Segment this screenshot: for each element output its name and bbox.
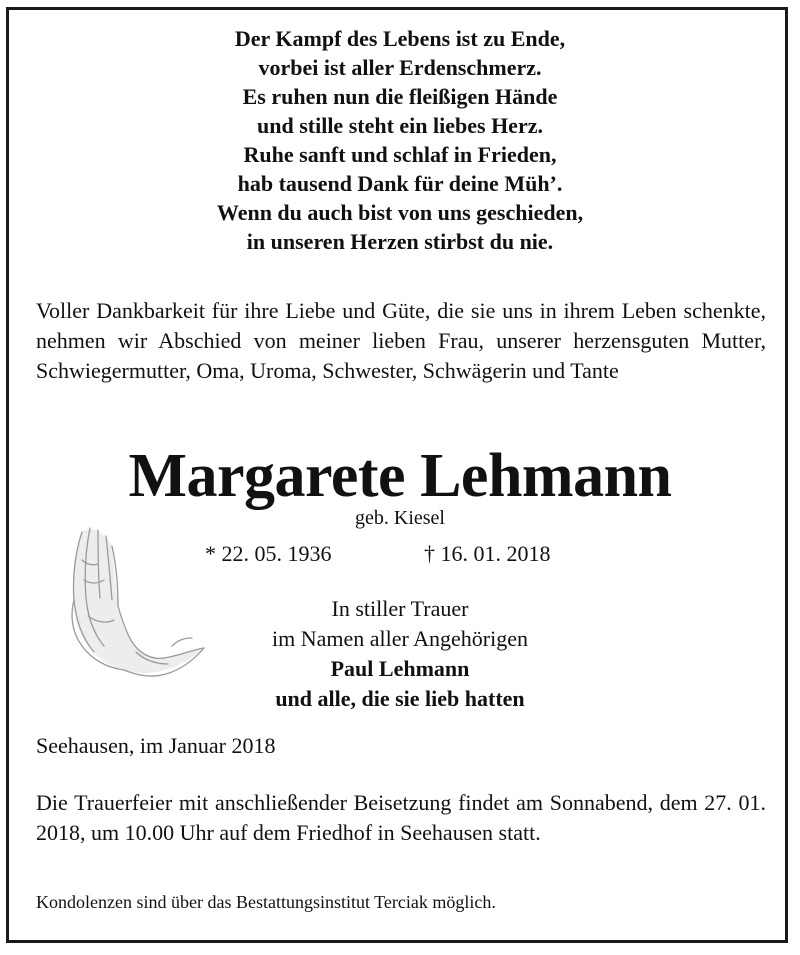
poem-line: Es ruhen nun die fleißigen Hände <box>242 84 558 109</box>
poem-line: und stille steht ein liebes Herz. <box>257 113 543 138</box>
poem-line: vorbei ist aller Erdenschmerz. <box>258 55 542 80</box>
mourning-line: In stiller Trauer <box>331 596 469 621</box>
maiden-name: geb. Kiesel <box>355 507 445 529</box>
mourner-name: Paul Lehmann <box>330 656 470 681</box>
poem-line: Der Kampf des Lebens ist zu Ende, <box>234 26 566 51</box>
death-date: † 16. 01. 2018 <box>424 541 551 566</box>
birth-date: * 22. 05. 1936 <box>205 541 332 566</box>
poem <box>0 24 800 256</box>
poem-line: Wenn du auch bist von uns geschieden, <box>216 200 584 225</box>
intro-text: Voller Dankbarkeit für ihre Liebe und Güte, die sie uns in ihrem Leben schenkte, nehmen wir Abschied von meiner lieben Frau, unserer herzensguten Mutter, Schwiegermutter, Oma, Uroma, Schwester, Schwägerin und Tante <box>36 298 766 383</box>
poem-line: in unseren Herzen stirbst du nie. <box>246 229 554 254</box>
mourner-others: und alle, die sie lieb hatten <box>275 686 525 711</box>
praying-hands-icon <box>52 520 212 695</box>
place-date: Seehausen, im Januar 2018 <box>36 733 276 758</box>
poem-line: hab tausend Dank für deine Müh’. <box>237 171 563 196</box>
mourning-line: im Namen aller Angehörigen <box>272 626 528 651</box>
condolence-text: Kondolenzen sind über das Bestattungsinstitut Terciak möglich. <box>36 892 496 912</box>
ceremony-text: Die Trauerfeier mit anschließender Beisetzung findet am Sonnabend, dem 27. 01. 2018, um 10.00 Uhr auf dem Friedhof in Seehausen statt. <box>36 790 766 845</box>
poem-line: Ruhe sanft und schlaf in Frieden, <box>243 142 557 167</box>
mourners-block <box>200 594 600 714</box>
deceased-name: Margarete Lehmann <box>128 442 672 510</box>
